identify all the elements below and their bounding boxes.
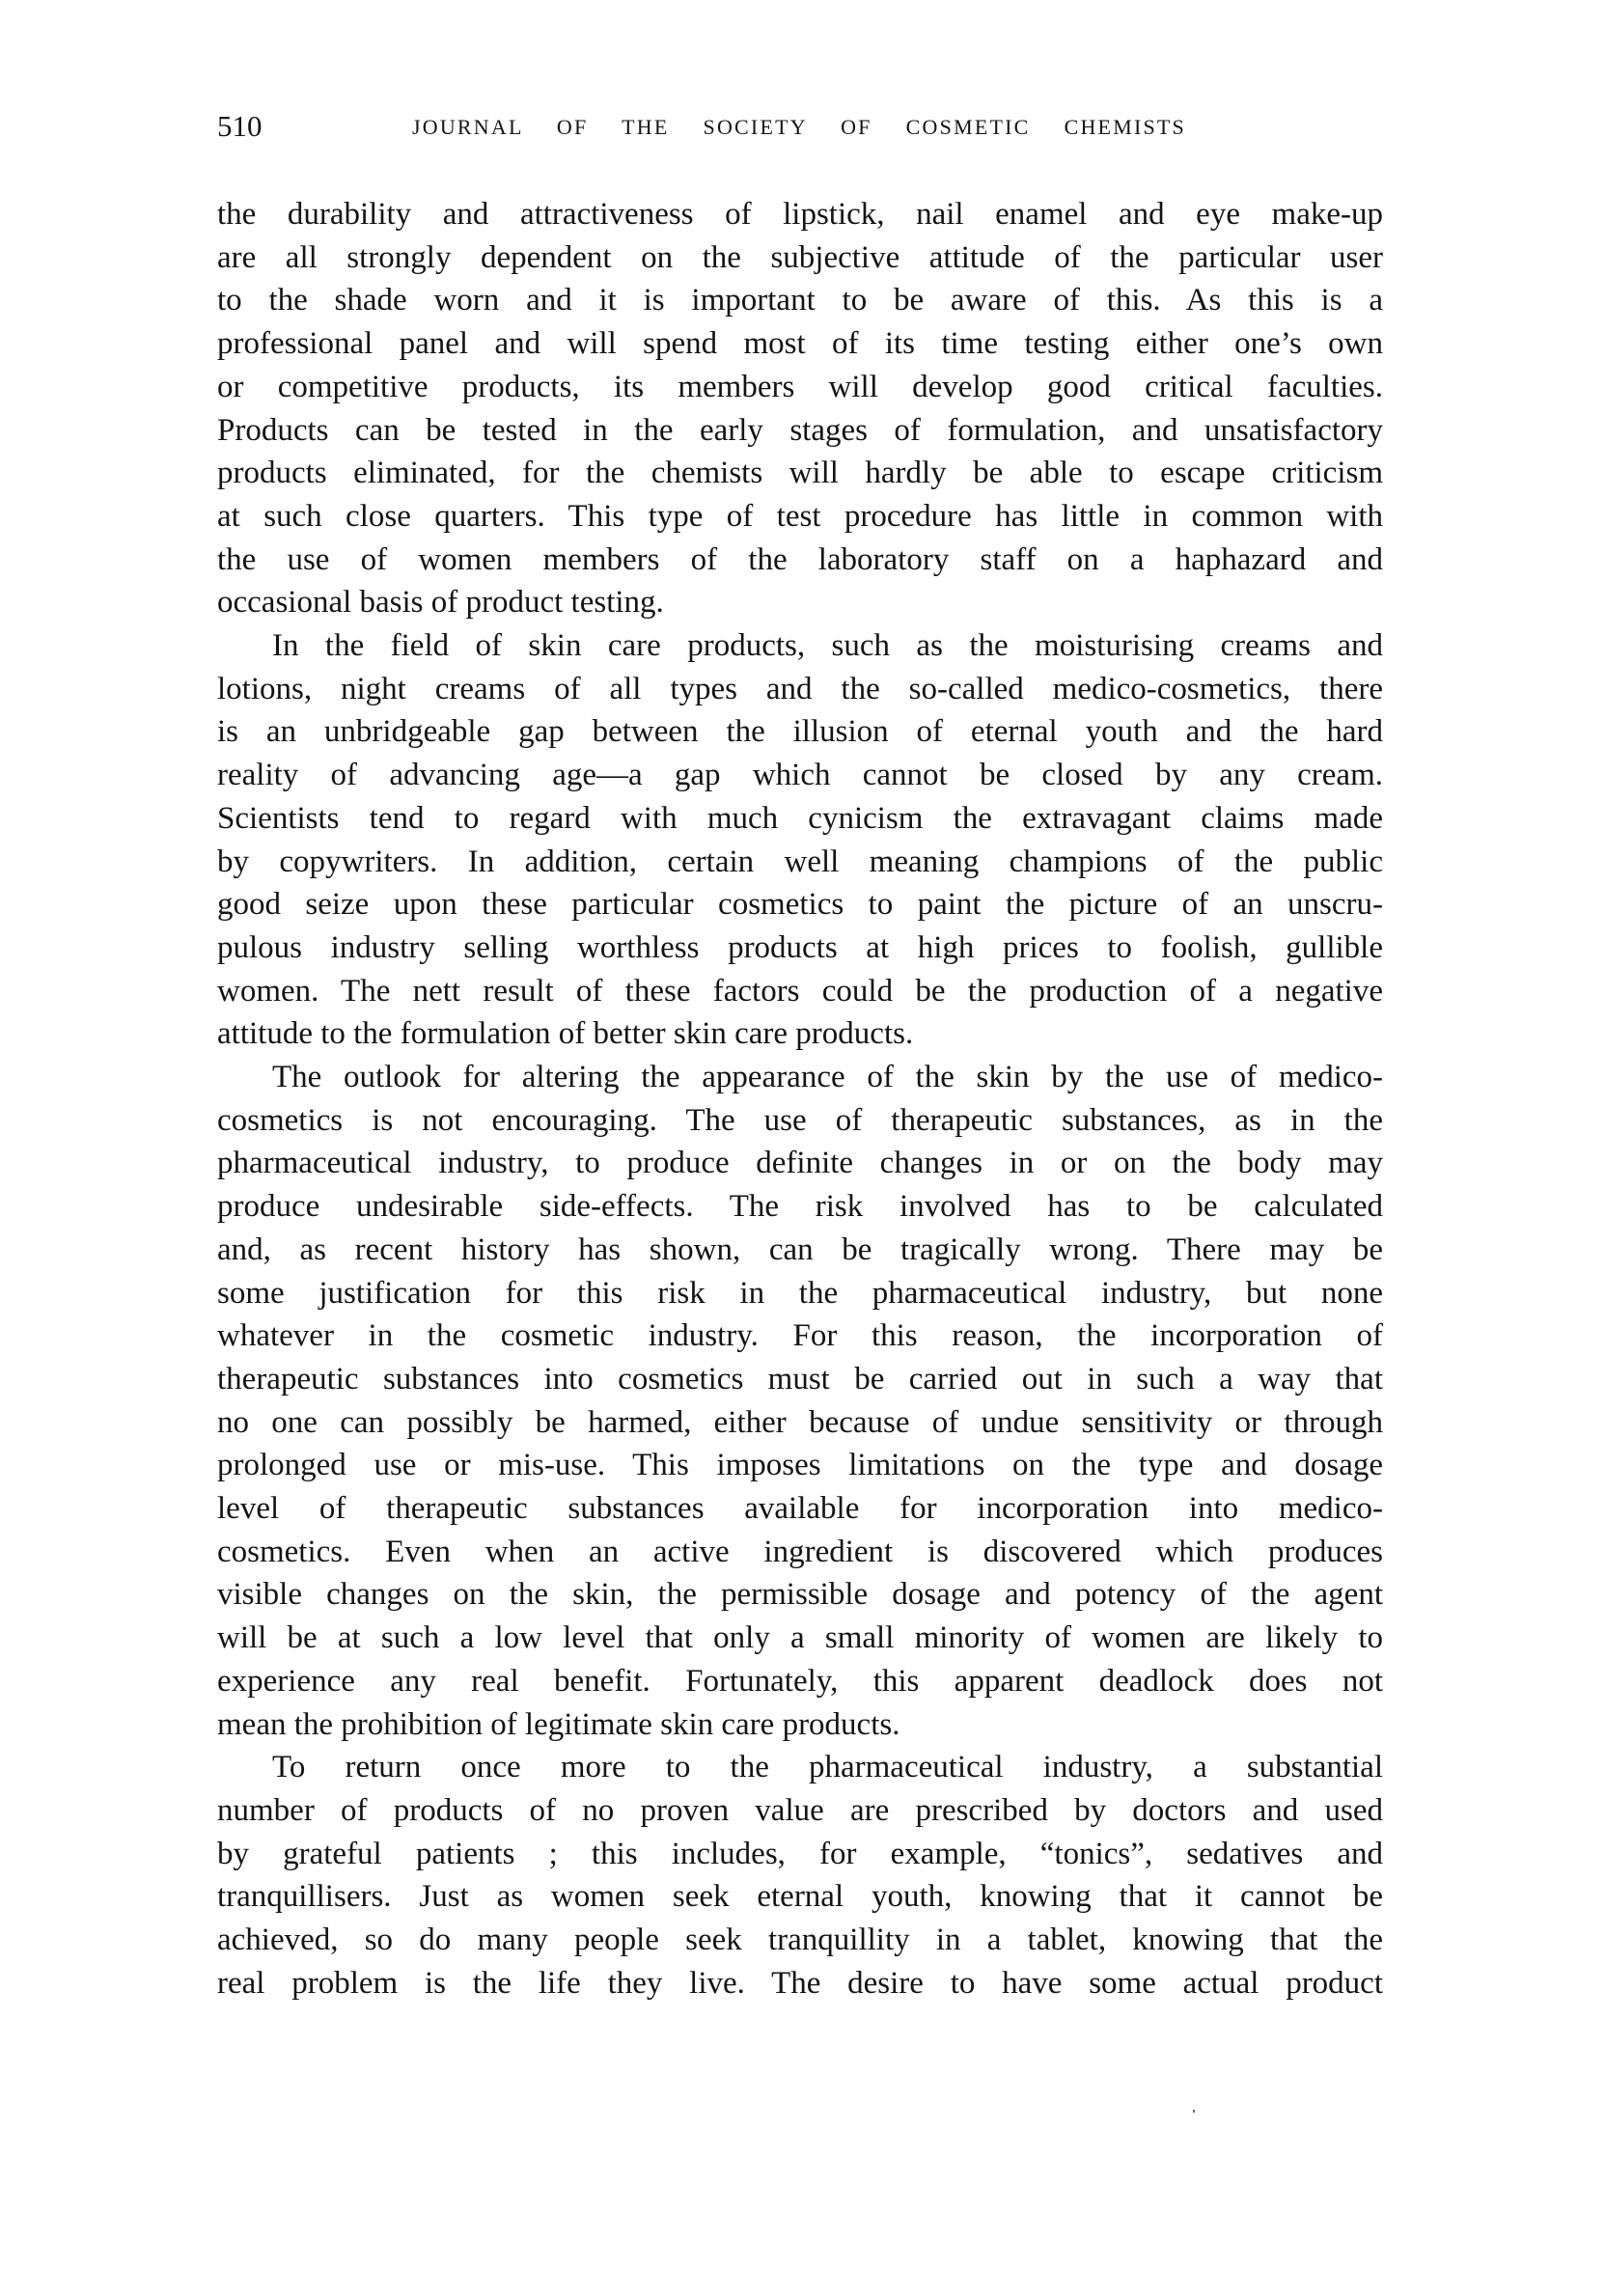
paragraph-first-line: In the field of skin care products, such as the moisturising creams and: [272, 628, 1383, 663]
text-line: tranquillisers. Just as women seek eternal youth, knowing that it cannot be: [217, 1879, 1383, 1915]
text-line: the durability and attractiveness of lipstick, nail enamel and eye make-up: [217, 197, 1383, 232]
text-line: products eliminated, for the chemists will hardly be able to escape criticism: [217, 456, 1383, 491]
text-line: whatever in the cosmetic industry. For this reason, the incorporation of: [217, 1318, 1383, 1354]
text-line: by copywriters. In addition, certain well meaning champions of the public: [217, 844, 1383, 879]
paragraph-first-line: To return once more to the pharmaceutical industry, a substantial: [272, 1750, 1383, 1785]
journal-title: JOURNAL OF THE SOCIETY OF COSMETIC CHEMISTS: [412, 115, 1186, 139]
text-line: level of therapeutic substances available for incorporation into medico-: [217, 1491, 1383, 1526]
text-line: some justification for this risk in the pharmaceutical industry, but none: [217, 1275, 1383, 1311]
text-line: by grateful patients ; this includes, for example, “tonics”, sedatives and: [217, 1836, 1383, 1871]
text-line: produce undesirable side-effects. The risk involved has to be calculated: [217, 1189, 1383, 1225]
text-line: is an unbridgeable gap between the illusion of eternal youth and the hard: [217, 714, 1383, 750]
text-line: the use of women members of the laboratory staff on a haphazard and: [217, 541, 1383, 577]
text-line: or competitive products, its members will develop good critical faculties.: [217, 369, 1383, 404]
text-line: visible changes on the skin, the permissible dosage and potency of the agent: [217, 1577, 1383, 1613]
text-line: Scientists tend to regard with much cynicism the extravagant claims made: [217, 800, 1383, 836]
text-line: lotions, night creams of all types and the so-called medico-cosmetics, there: [217, 671, 1383, 706]
text-line: therapeutic substances into cosmetics must be carried out in such a way that: [217, 1361, 1383, 1397]
text-line: good seize upon these particular cosmetics to paint the picture of an unscru-: [217, 887, 1383, 923]
text-line: attitude to the formulation of better skin care products.: [217, 1016, 914, 1052]
text-line: reality of advancing age—a gap which cannot be closed by any cream.: [217, 758, 1383, 793]
text-line: number of products of no proven value are prescribed by doctors and used: [217, 1792, 1383, 1828]
text-line: pulous industry selling worthless products at high prices to foolish, gullible: [217, 929, 1383, 965]
text-line: will be at such a low level that only a small minority of women are likely to: [217, 1620, 1383, 1656]
text-line: real problem is the life they live. The desire to have some actual product: [217, 1965, 1383, 2001]
text-line: and, as recent history has shown, can be tragically wrong. There may be: [217, 1231, 1383, 1267]
paragraph-first-line: The outlook for altering the appearance of the skin by the use of medico-: [272, 1060, 1383, 1094]
scan-speck: [1193, 2110, 1195, 2113]
text-line: Products can be tested in the early stages of formulation, and unsatisfactory: [217, 412, 1383, 448]
text-line: no one can possibly be harmed, either because of undue sensitivity or through: [217, 1404, 1383, 1440]
text-line: experience any real benefit. Fortunately, this apparent deadlock does not: [217, 1663, 1383, 1699]
page-number: 510: [217, 109, 263, 143]
text-line: professional panel and will spend most of its time testing either one’s own: [217, 326, 1383, 362]
text-line: are all strongly dependent on the subjective attitude of the particular user: [217, 239, 1383, 275]
text-line: achieved, so do many people seek tranquillity in a tablet, knowing that the: [217, 1923, 1383, 1957]
text-line: cosmetics. Even when an active ingredient is discovered which produces: [217, 1534, 1383, 1569]
text-line: occasional basis of product testing.: [217, 585, 664, 621]
text-line: women. The nett result of these factors could be the production of a negative: [217, 973, 1383, 1009]
text-line: cosmetics is not encouraging. The use of therapeutic substances, as in the: [217, 1102, 1383, 1138]
text-line: at such close quarters. This type of test procedure has little in common with: [217, 498, 1383, 534]
text-line: to the shade worn and it is important to be aware of this. As this is a: [217, 283, 1383, 318]
text-line: mean the prohibition of legitimate skin care products.: [217, 1706, 900, 1742]
running-head: [217, 110, 1192, 143]
text-line: prolonged use or mis-use. This imposes limitations on the type and dosage: [217, 1448, 1383, 1483]
text-line: pharmaceutical industry, to produce definite changes in or on the body may: [217, 1146, 1383, 1181]
